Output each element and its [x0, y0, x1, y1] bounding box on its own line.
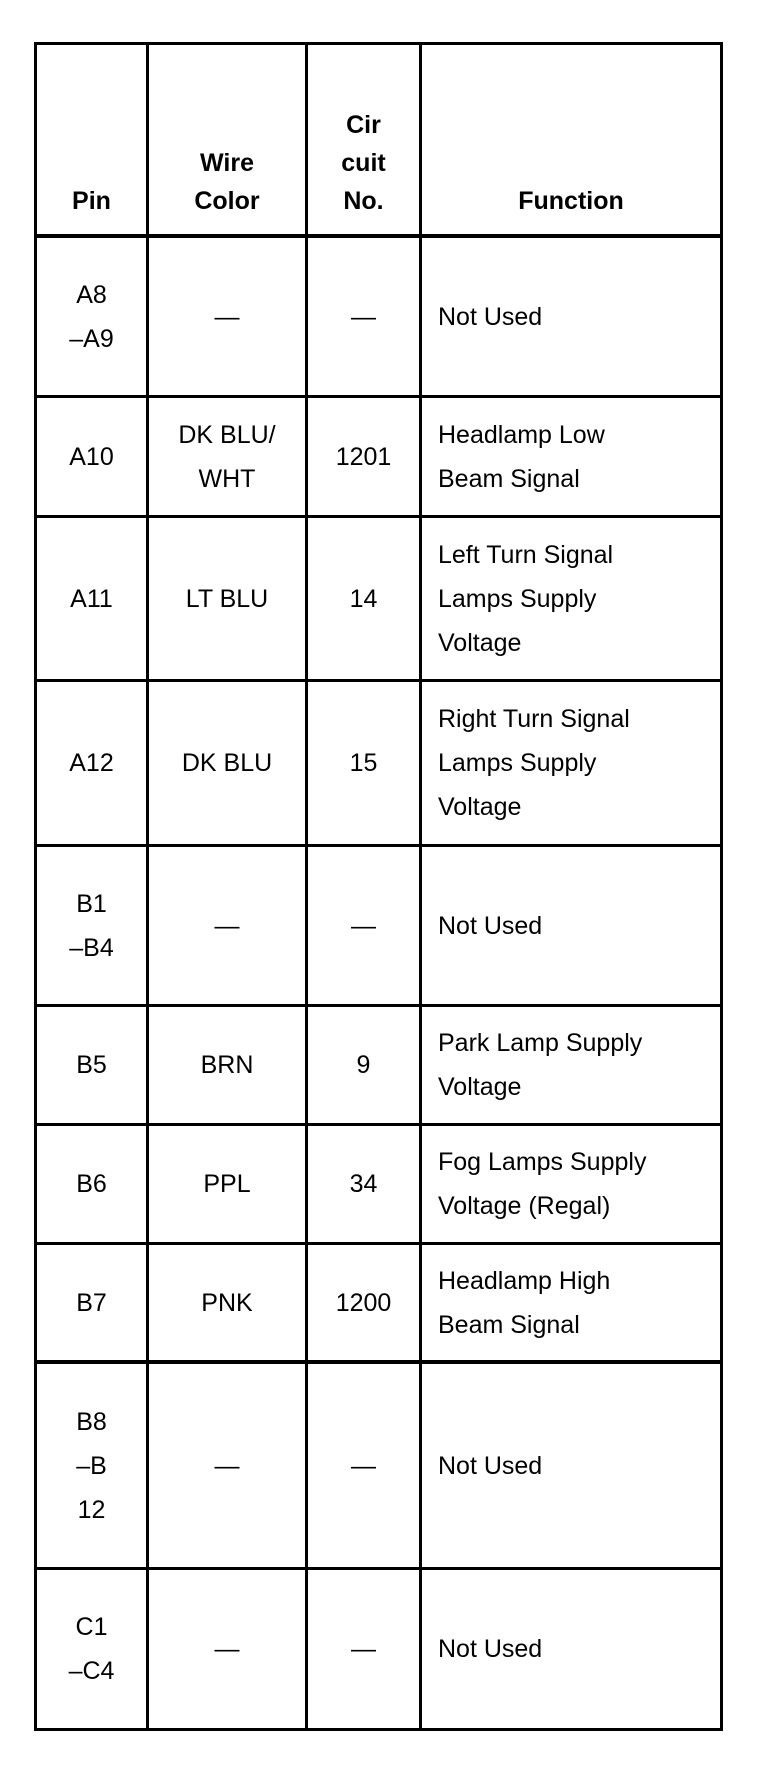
- header-pin: Pin: [36, 44, 148, 237]
- wire-color-cell: LT BLU: [148, 517, 307, 681]
- pin-cell: B8 –B 12: [36, 1362, 148, 1569]
- wire-color-cell: —: [148, 1362, 307, 1569]
- pin-cell: B6: [36, 1125, 148, 1244]
- wire-color-cell: PPL: [148, 1125, 307, 1244]
- wire-color-cell: BRN: [148, 1006, 307, 1125]
- table-row: [36, 236, 722, 397]
- wire-color-cell: PNK: [148, 1244, 307, 1363]
- pin-cell: A10: [36, 397, 148, 517]
- pin-cell: A12: [36, 681, 148, 846]
- function-cell: Headlamp Low Beam Signal: [421, 397, 722, 517]
- table-row: [36, 681, 722, 846]
- circuit-no-cell: 15: [307, 681, 421, 846]
- wire-color-cell: DK BLU/ WHT: [148, 397, 307, 517]
- pin-cell: B5: [36, 1006, 148, 1125]
- function-cell: Fog Lamps Supply Voltage (Regal): [421, 1125, 722, 1244]
- circuit-no-cell: —: [307, 236, 421, 397]
- circuit-no-cell: 1201: [307, 397, 421, 517]
- circuit-no-cell: 14: [307, 517, 421, 681]
- circuit-no-cell: 1200: [307, 1244, 421, 1363]
- table-row: [36, 1362, 722, 1569]
- circuit-no-cell: —: [307, 1362, 421, 1569]
- circuit-no-cell: 9: [307, 1006, 421, 1125]
- header-function: Function: [421, 44, 722, 237]
- function-cell: Headlamp High Beam Signal: [421, 1244, 722, 1363]
- function-cell: Not Used: [421, 1362, 722, 1569]
- function-cell: Left Turn Signal Lamps Supply Voltage: [421, 517, 722, 681]
- table-row: [36, 1006, 722, 1125]
- pin-cell: A11: [36, 517, 148, 681]
- wire-color-cell: DK BLU: [148, 681, 307, 846]
- table-header-row: [36, 44, 722, 237]
- circuit-no-cell: 34: [307, 1125, 421, 1244]
- circuit-no-cell: —: [307, 1569, 421, 1730]
- header-circuit-no: Cir cuit No.: [307, 44, 421, 237]
- table-row: [36, 1569, 722, 1730]
- function-cell: Right Turn Signal Lamps Supply Voltage: [421, 681, 722, 846]
- connector-pinout-sheet: [34, 42, 720, 1731]
- table-row: [36, 397, 722, 517]
- wire-color-cell: —: [148, 846, 307, 1006]
- table-row: [36, 1125, 722, 1244]
- pin-cell: B1 –B4: [36, 846, 148, 1006]
- function-cell: Not Used: [421, 236, 722, 397]
- table-row: [36, 846, 722, 1006]
- table-row: [36, 517, 722, 681]
- connector-pinout-table: [34, 42, 723, 1731]
- circuit-no-cell: —: [307, 846, 421, 1006]
- function-cell: Not Used: [421, 1569, 722, 1730]
- header-wire-color: Wire Color: [148, 44, 307, 237]
- function-cell: Park Lamp Supply Voltage: [421, 1006, 722, 1125]
- wire-color-cell: —: [148, 1569, 307, 1730]
- table-row: [36, 1244, 722, 1363]
- function-cell: Not Used: [421, 846, 722, 1006]
- wire-color-cell: —: [148, 236, 307, 397]
- pin-cell: A8 –A9: [36, 236, 148, 397]
- pin-cell: C1 –C4: [36, 1569, 148, 1730]
- pin-cell: B7: [36, 1244, 148, 1363]
